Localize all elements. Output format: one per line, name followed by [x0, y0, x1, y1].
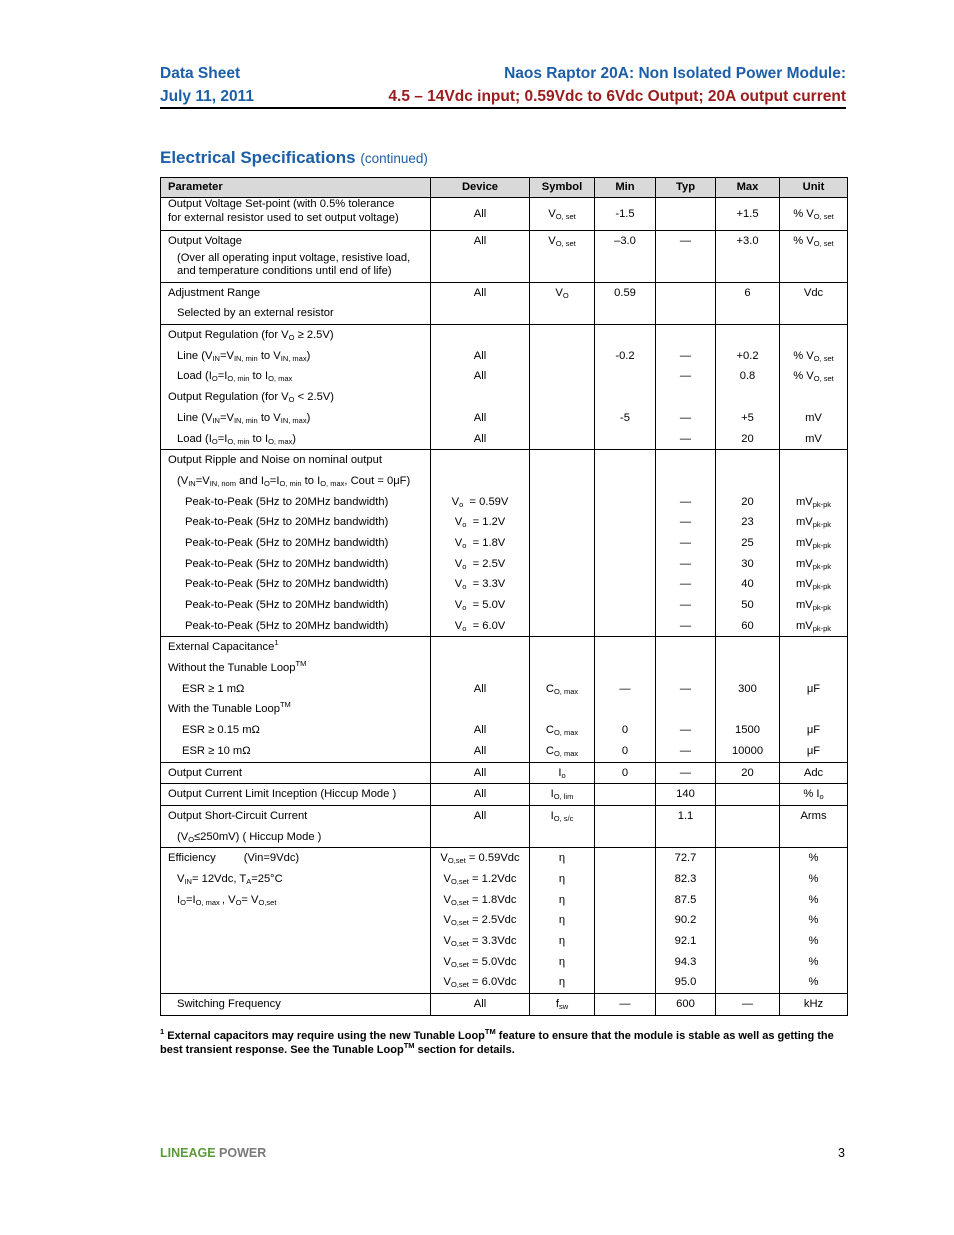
doc-date: July 11, 2011	[160, 88, 254, 105]
table-row: Output Current Limit Inception (Hiccup Mode ) All $I_{O, lim}$ 140 % $I_o$	[161, 784, 848, 806]
header-rule	[160, 107, 846, 109]
col-device: Device	[431, 178, 530, 198]
table-header-row	[161, 178, 848, 198]
table-row: Output Short-Circuit Current $(V_O\le 250mV)$ ( Hiccup Mode ) All $I_{O, s/c}$ 1.1 Arms	[161, 805, 848, 847]
table-row: Output Voltage (Over all operating input voltage, resistive load, and temperature conditions until end of life) All $V_{O, set}$ –3.0 — +3.0 % $V_{O, set}$	[161, 231, 848, 283]
col-min: Min	[595, 178, 656, 198]
section-continued: (continued)	[360, 151, 428, 166]
col-symbol: Symbol	[530, 178, 595, 198]
param-cell: Adjustment Range Selected by an external resistor	[161, 282, 431, 324]
table-row: Output Ripple and Noise on nominal output ($V_{IN}=V_{IN, nom}$ and $I_O=I_{O, min}$ to $I_{O, max}$, Cout = 0μF) Peak-to-Peak (5Hz to 20MHz bandwidth) Peak-to-Peak (5Hz to 20MHz bandwidth) Peak-to-Peak (5Hz to 20MHz bandwidth) Peak-to-Peak (5Hz to 20MHz bandwidth) Peak-to-Peak (5Hz to 20MHz bandwidth) Peak-to-Peak (5Hz to 20MHz bandwidth) Peak-to-Peak (5Hz to 20MHz bandwidth) $V_o = 0.59V$ $V_o = 1.2V$ $V_o = 1.8V$ $V_o = 2.5V$ $V_o = 3.3V$ $V_o = 5.0V$ $V_o = 6.0V$ — — — — — — — 20 23 25 30 40 50 60 $mV_{pk-pk}$ $mV_{pk-pk}$ $mV_{pk-pk}$ $mV_{pk-pk}$ $mV_{pk-pk}$ $mV_{pk-pk}$ $mV_{pk-pk}$	[161, 450, 848, 637]
param-cell: Output Voltage Set-point (with 0.5% tolerance for external resistor used to set output voltage)	[161, 198, 431, 231]
param-cell: Output Current Limit Inception (Hiccup Mode )	[161, 784, 431, 806]
param-cell: Output Regulation (for $V_O \ge 2.5V$) Line ($V_{IN}=V_{IN, min}$ to $V_{IN, max}$) Load ($I_O=I_{O, min}$ to $I_{O, max}$ Output Regulation (for $V_O < 2.5V$) Line ($V_{IN}=V_{IN, min}$ to $V_{IN, max}$) Load ($I_O=I_{O, min}$ to $I_{O, max}$)	[161, 325, 431, 450]
header-left	[160, 62, 254, 108]
param-cell: Output Short-Circuit Current $(V_O\le 250mV)$ ( Hiccup Mode )	[161, 805, 431, 847]
doc-title: Naos Raptor 20A: Non Isolated Power Module:	[504, 65, 846, 82]
section-title: Electrical Specifications (continued)	[160, 148, 428, 167]
table-row: External Capacitance$^1$ Without the Tunable Loop™ ESR ≥ 1 mΩ With the Tunable Loop™ ESR ≥ 0.15 mΩ ESR ≥ 10 mΩ All All All $C_{O, max}$ $C_{O, max}$ $C_{O, max}$ — 0 0 — — — 300 1500 10000 μF μF μF	[161, 637, 848, 762]
col-unit: Unit	[780, 178, 848, 198]
footnote: $^1$ External capacitors may require using the new Tunable Loop™ feature to ensure that the module is stable as well as getting the best transient response. See the Tunable Loop™ section for details.	[160, 1027, 834, 1056]
col-max: Max	[716, 178, 780, 198]
param-cell: Switching Frequency	[161, 994, 431, 1016]
table-row: Output Regulation (for $V_O \ge 2.5V$) Line ($V_{IN}=V_{IN, min}$ to $V_{IN, max}$) Load ($I_O=I_{O, min}$ to $I_{O, max}$ Output Regulation (for $V_O < 2.5V$) Line ($V_{IN}=V_{IN, min}$ to $V_{IN, max}$) Load ($I_O=I_{O, min}$ to $I_{O, max}$) All All All All -0.2 -5 — — — — +0.2 0.8 +5 20 % $V_{O, set}$ % $V_{O, set}$ mV mV	[161, 325, 848, 450]
page-number: 3	[838, 1146, 845, 1160]
table-row: Adjustment Range Selected by an external resistor All $V_O$ 0.59 6 Vdc	[161, 282, 848, 324]
doc-subtitle: 4.5 – 14Vdc input; 0.59Vdc to 6Vdc Output; 20A output current	[388, 88, 846, 105]
col-typ: Typ	[656, 178, 716, 198]
doc-type: Data Sheet	[160, 65, 241, 82]
param-cell: Efficiency (Vin=9Vdc) $V_{IN}= 12Vdc$, $T_A=25^\circ C$ $I_O=I_{O, max}$ , $V_O= V_{O,set}$	[161, 848, 431, 994]
param-cell: Output Ripple and Noise on nominal output ($V_{IN}=V_{IN, nom}$ and $I_O=I_{O, min}$ to $I_{O, max}$, Cout = 0μF) Peak-to-Peak (5Hz to 20MHz bandwidth) Peak-to-Peak (5Hz to 20MHz bandwidth) Peak-to-Peak (5Hz to 20MHz bandwidth) Peak-to-Peak (5Hz to 20MHz bandwidth) Peak-to-Peak (5Hz to 20MHz bandwidth) Peak-to-Peak (5Hz to 20MHz bandwidth) Peak-to-Peak (5Hz to 20MHz bandwidth)	[161, 450, 431, 637]
header-right	[388, 62, 846, 108]
col-parameter: Parameter	[161, 178, 431, 198]
spec-table	[160, 177, 848, 1016]
param-cell: Output Voltage (Over all operating input voltage, resistive load, and temperature conditions until end of life)	[161, 231, 431, 283]
table-row: Efficiency (Vin=9Vdc) $V_{IN}= 12Vdc$, $T_A=25^\circ C$ $I_O=I_{O, max}$ , $V_O= V_{O,set}$ $V_{O,set} = 0.59Vdc$ $V_{O,set} = 1.2Vdc$ $V_{O,set} = 1.8Vdc$ $V_{O,set} = 2.5Vdc$ $V_{O,set} = 3.3Vdc$ $V_{O,set} = 5.0Vdc$ $V_{O,set} = 6.0Vdc$ η η η η η η η 72.7 82.3 87.5 90.2 92.1 94.3 95.0 % % % % % % %	[161, 848, 848, 994]
table-row: Output Current All $I_o$ 0 — 20 Adc	[161, 762, 848, 784]
footer-brand: LINEAGE POWER	[160, 1146, 267, 1160]
param-cell: Output Current	[161, 762, 431, 784]
param-cell: External Capacitance$^1$ Without the Tunable Loop™ ESR ≥ 1 mΩ With the Tunable Loop™ ESR ≥ 0.15 mΩ ESR ≥ 10 mΩ	[161, 637, 431, 762]
table-row: Switching Frequency All $f_{sw}$ — 600 — kHz	[161, 994, 848, 1016]
table-row: Output Voltage Set-point (with 0.5% tolerance for external resistor used to set output voltage) All $V_{O, set}$ -1.5 +1.5 % $V_{O, set}$	[161, 198, 848, 231]
